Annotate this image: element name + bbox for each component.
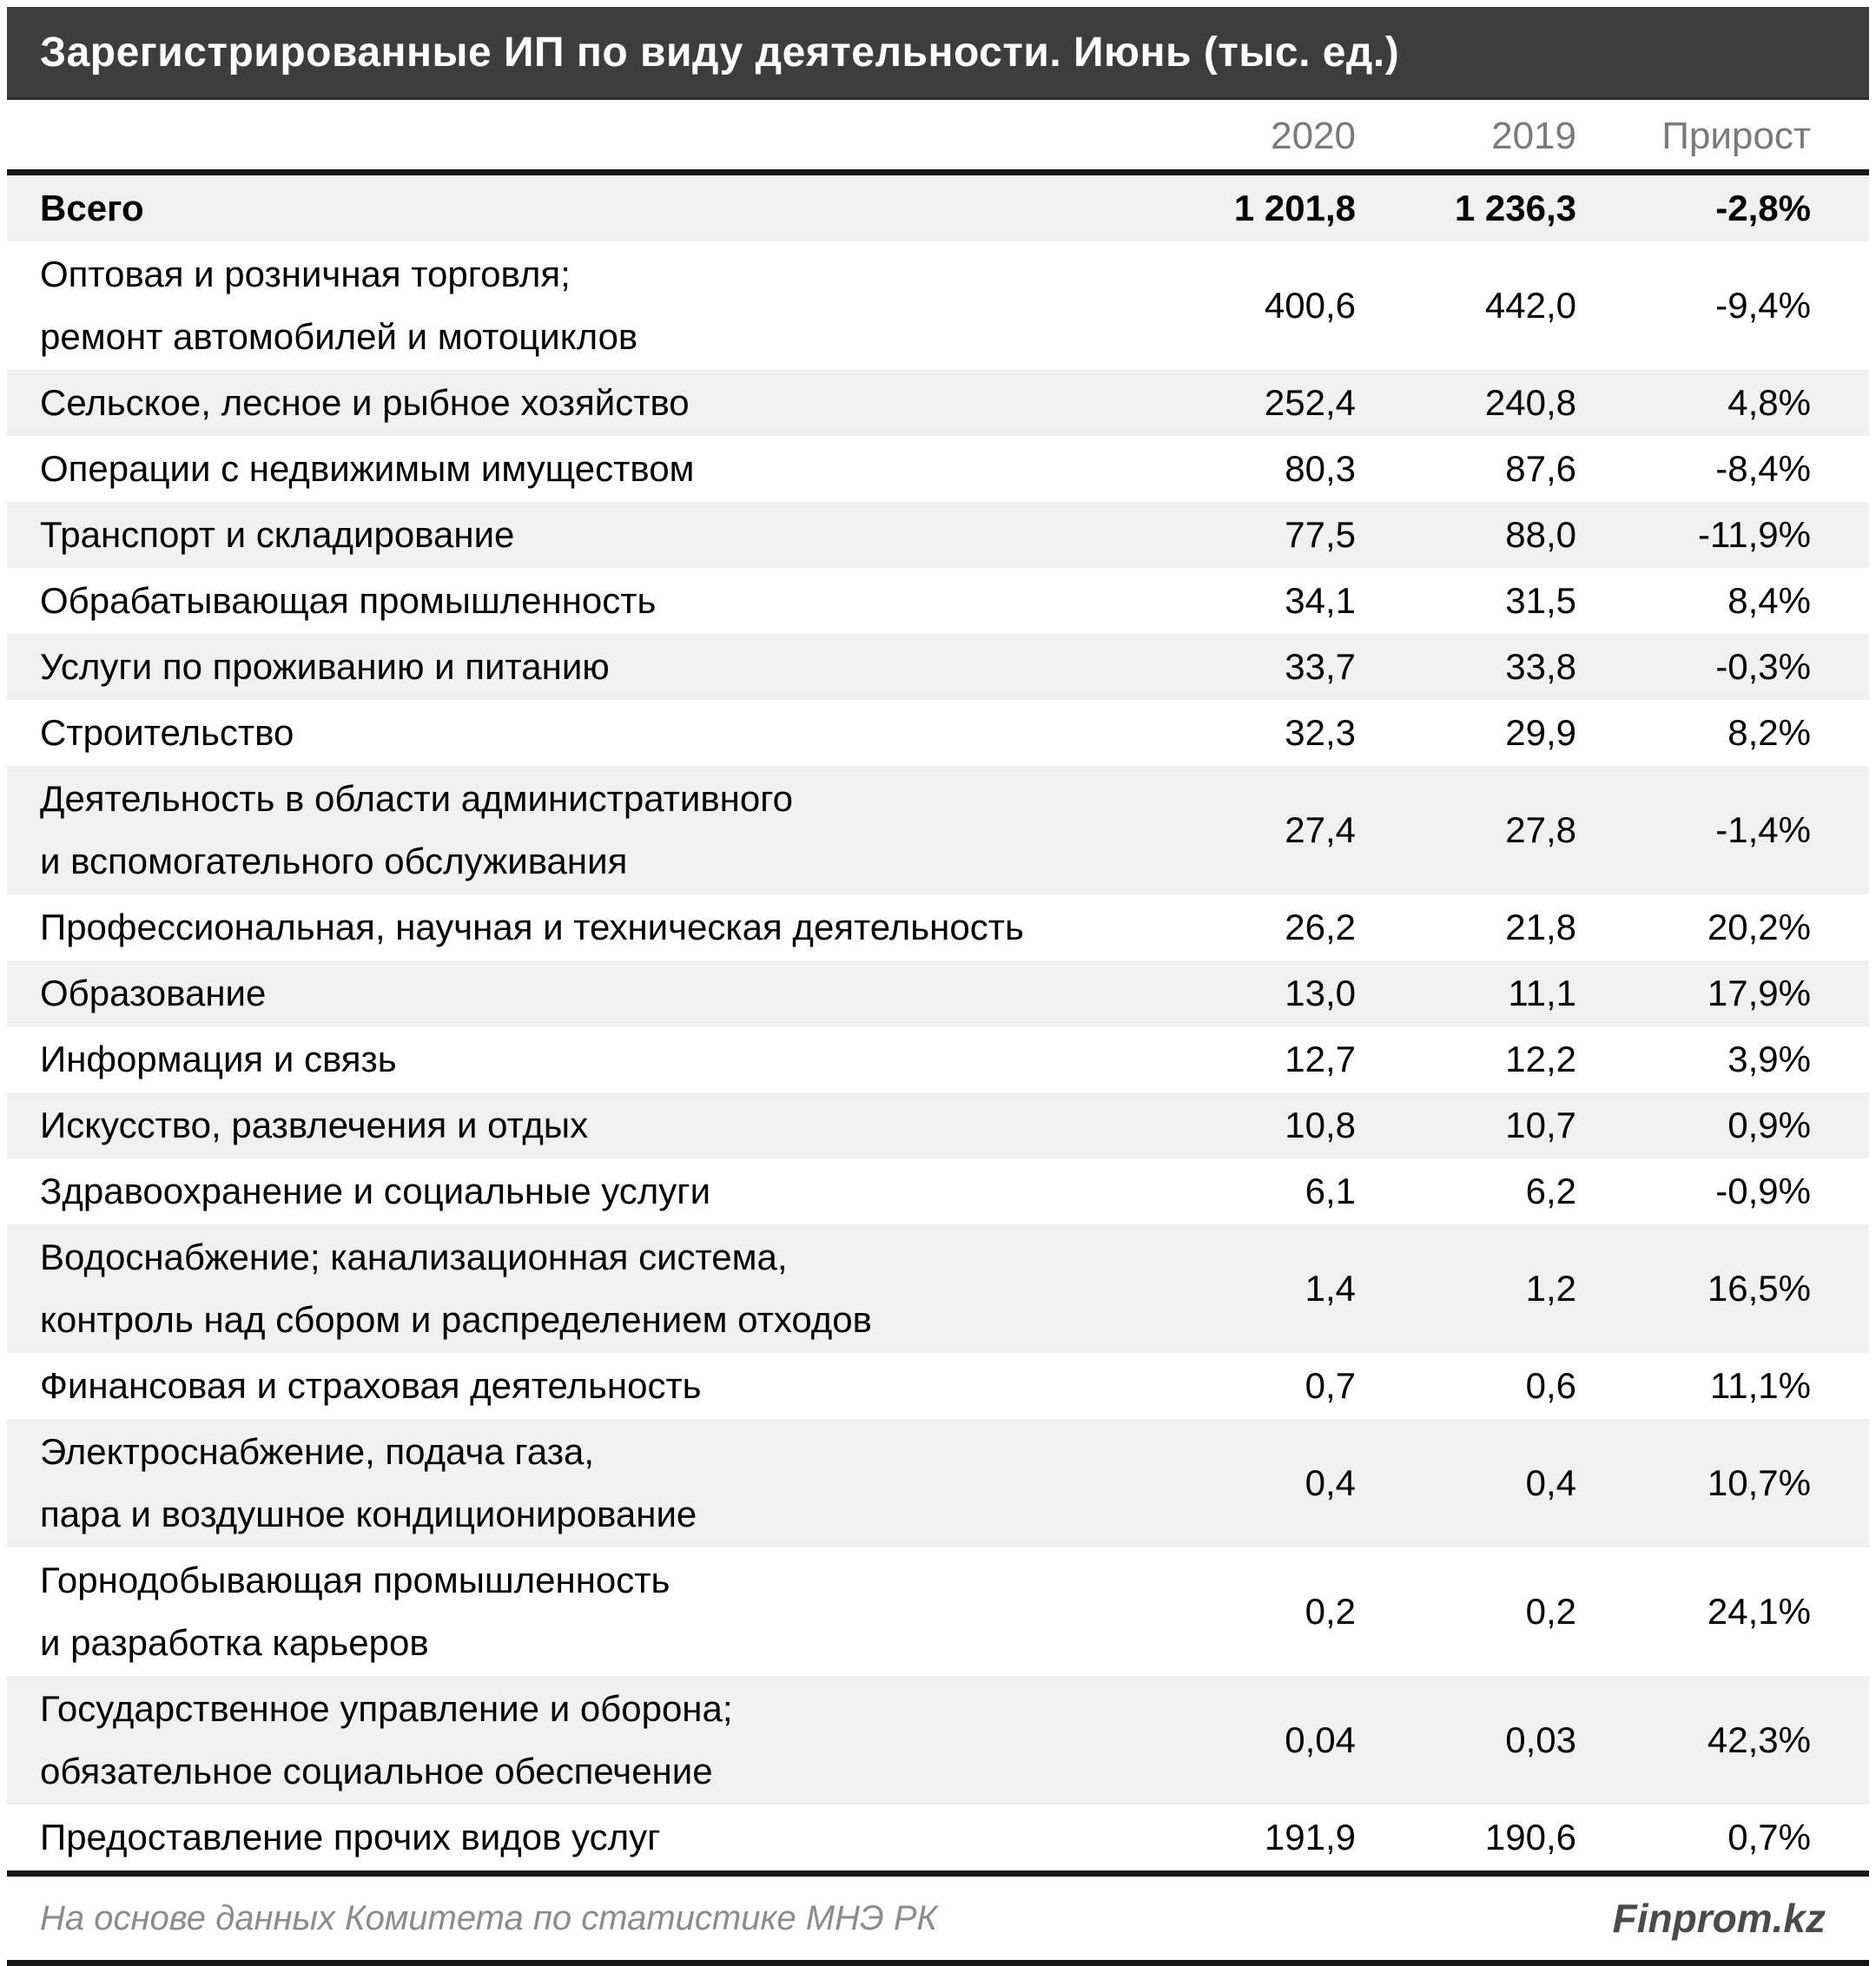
brand-logo: Finprom.kz [1612, 1896, 1826, 1942]
table-row [7, 894, 1869, 960]
activity-label: обязательное социальное обеспечение [40, 1751, 713, 1792]
growth-cell: 20,2% [1707, 907, 1811, 948]
value-2020-cell: 191,9 [1264, 1817, 1356, 1858]
activity-label: Финансовая и страховая деятельность [40, 1365, 702, 1407]
activity-label-cell [7, 1419, 1095, 1547]
column-header-activity [7, 100, 1095, 173]
value-2019-cell: 12,2 [1505, 1039, 1576, 1080]
ip-by-activity-table [7, 100, 1869, 1877]
value-2020-cell: 0,04 [1285, 1719, 1356, 1761]
value-2019-cell: 33,8 [1505, 646, 1576, 688]
value-2020-cell: 33,7 [1285, 646, 1356, 688]
activity-label-cell [7, 960, 1095, 1026]
growth-cell: 17,9% [1707, 973, 1811, 1014]
value-2020-cell: 77,5 [1285, 514, 1356, 556]
value-2019-cell: 0,2 [1525, 1591, 1576, 1633]
activity-label: Профессиональная, научная и техническая деятельность [40, 907, 1024, 948]
growth-cell: -9,4% [1715, 285, 1811, 327]
activity-label-cell [7, 766, 1095, 894]
activity-label: Обрабатывающая промышленность [40, 580, 657, 622]
column-header-growth: Прирост [1661, 115, 1811, 157]
table-row [7, 568, 1869, 634]
growth-cell: -11,9% [1698, 514, 1811, 556]
activity-label: и вспомогательного обслуживания [40, 841, 628, 882]
table-row [7, 1804, 1869, 1874]
value-2020-cell: 10,8 [1285, 1105, 1356, 1146]
value-2019-cell: 88,0 [1505, 514, 1576, 556]
activity-label-cell [7, 241, 1095, 370]
table-row [7, 1158, 1869, 1224]
value-2019-cell: 240,8 [1484, 382, 1576, 424]
value-2019-cell: 21,8 [1505, 907, 1576, 948]
value-2019-cell: 190,6 [1484, 1817, 1576, 1858]
growth-cell: 8,4% [1727, 580, 1811, 622]
activity-label: Водоснабжение; канализационная система, [40, 1237, 788, 1278]
value-2020-cell: 0,2 [1305, 1591, 1356, 1633]
value-2019-cell: 0,6 [1525, 1365, 1576, 1407]
activity-label: Здравоохранение и социальные услуги [40, 1171, 711, 1212]
value-2019-cell: 29,9 [1505, 712, 1576, 754]
activity-label-cell [7, 1547, 1095, 1676]
value-2020-cell: 1 201,8 [1233, 188, 1356, 229]
table-row [7, 370, 1869, 436]
activity-label-cell [7, 634, 1095, 700]
growth-cell: 42,3% [1707, 1719, 1811, 1761]
activity-label-cell [7, 436, 1095, 502]
table-row [7, 173, 1869, 242]
table-row [7, 960, 1869, 1026]
table-row [7, 241, 1869, 370]
growth-cell: -2,8% [1715, 188, 1811, 229]
activity-label-cell [7, 173, 1095, 242]
activity-label: Искусство, развлечения и отдых [40, 1105, 589, 1146]
table-row [7, 502, 1869, 568]
column-header-2019: 2019 [1491, 115, 1576, 157]
value-2019-cell: 31,5 [1505, 580, 1576, 622]
value-2020-cell: 12,7 [1285, 1039, 1356, 1080]
value-2019-cell: 442,0 [1484, 285, 1576, 327]
table-row [7, 1419, 1869, 1547]
value-2020-cell: 13,0 [1285, 973, 1356, 1014]
activity-label: Услуги по проживанию и питанию [40, 646, 610, 688]
growth-cell: 8,2% [1727, 712, 1811, 754]
activity-label-cell [7, 1092, 1095, 1158]
growth-cell: -0,9% [1715, 1171, 1811, 1212]
value-2020-cell: 400,6 [1264, 285, 1356, 327]
activity-label: Строительство [40, 712, 294, 754]
value-2019-cell: 1 236,3 [1454, 188, 1576, 229]
activity-label: Транспорт и складирование [40, 514, 515, 556]
value-2020-cell: 0,7 [1305, 1365, 1356, 1407]
activity-label-cell [7, 1353, 1095, 1419]
value-2019-cell: 0,03 [1505, 1719, 1576, 1761]
value-2019-cell: 1,2 [1525, 1268, 1576, 1310]
growth-cell: -1,4% [1715, 809, 1811, 851]
activity-label-cell [7, 700, 1095, 766]
activity-label: Информация и связь [40, 1039, 397, 1080]
activity-label: Деятельность в области административного [40, 778, 793, 820]
activity-label-cell [7, 1224, 1095, 1353]
value-2020-cell: 34,1 [1285, 580, 1356, 622]
activity-label-cell [7, 1676, 1095, 1804]
activity-label: Операции с недвижимым имуществом [40, 448, 695, 490]
growth-cell: 10,7% [1707, 1462, 1811, 1504]
value-2020-cell: 26,2 [1285, 907, 1356, 948]
activity-label-cell [7, 568, 1095, 634]
column-header-2020: 2020 [1271, 115, 1356, 157]
source-note: На основе данных Комитета по статистике МНЭ РК [40, 1898, 938, 1937]
growth-cell: 0,9% [1727, 1105, 1811, 1146]
value-2019-cell: 87,6 [1505, 448, 1576, 490]
value-2020-cell: 80,3 [1285, 448, 1356, 490]
column-header-row [7, 100, 1869, 173]
table-row [7, 1092, 1869, 1158]
table-row [7, 766, 1869, 894]
activity-label-cell [7, 894, 1095, 960]
activity-label: и разработка карьеров [40, 1622, 429, 1664]
value-2020-cell: 32,3 [1285, 712, 1356, 754]
activity-label-cell [7, 370, 1095, 436]
value-2020-cell: 0,4 [1305, 1462, 1356, 1504]
table-row [7, 700, 1869, 766]
activity-label: Всего [40, 188, 144, 229]
activity-label: пара и воздушное кондиционирование [40, 1494, 697, 1535]
table-row [7, 1353, 1869, 1419]
activity-label: ремонт автомобилей и мотоциклов [40, 316, 638, 358]
title-bar [7, 7, 1869, 100]
growth-cell: -0,3% [1715, 646, 1811, 688]
activity-label: Сельское, лесное и рыбное хозяйство [40, 382, 690, 424]
activity-label: Электроснабжение, подача газа, [40, 1431, 594, 1473]
activity-label: Предоставление прочих видов услуг [40, 1817, 661, 1858]
value-2019-cell: 6,2 [1525, 1171, 1576, 1212]
growth-cell: 24,1% [1707, 1591, 1811, 1633]
activity-label-cell [7, 1158, 1095, 1224]
value-2019-cell: 10,7 [1505, 1105, 1576, 1146]
table-row [7, 634, 1869, 700]
value-2019-cell: 11,1 [1508, 973, 1576, 1014]
activity-label-cell [7, 502, 1095, 568]
footer [7, 1877, 1869, 1966]
page-title: Зарегистрированные ИП по виду деятельности. Июнь (тыс. ед.) [40, 29, 1400, 76]
growth-cell: 11,1% [1710, 1365, 1811, 1407]
value-2019-cell: 27,8 [1505, 809, 1576, 851]
table-row [7, 1547, 1869, 1676]
table-body [7, 173, 1869, 1874]
table-row [7, 1026, 1869, 1092]
value-2019-cell: 0,4 [1525, 1462, 1576, 1504]
activity-label-cell [7, 1026, 1095, 1092]
activity-label-cell [7, 1804, 1095, 1874]
activity-label: Государственное управление и оборона; [40, 1688, 733, 1730]
activity-label: Оптовая и розничная торговля; [40, 254, 571, 295]
growth-cell: -8,4% [1715, 448, 1811, 490]
activity-label: контроль над сбором и распределением отходов [40, 1299, 872, 1341]
growth-cell: 0,7% [1727, 1817, 1811, 1858]
value-2020-cell: 1,4 [1305, 1268, 1356, 1310]
activity-label: Горнодобывающая промышленность [40, 1560, 670, 1601]
growth-cell: 4,8% [1727, 382, 1811, 424]
table-row [7, 436, 1869, 502]
growth-cell: 3,9% [1727, 1039, 1811, 1080]
table-row [7, 1676, 1869, 1804]
table-row [7, 1224, 1869, 1353]
value-2020-cell: 252,4 [1264, 382, 1356, 424]
growth-cell: 16,5% [1707, 1268, 1811, 1310]
activity-label: Образование [40, 973, 267, 1014]
value-2020-cell: 6,1 [1305, 1171, 1356, 1212]
value-2020-cell: 27,4 [1285, 809, 1356, 851]
